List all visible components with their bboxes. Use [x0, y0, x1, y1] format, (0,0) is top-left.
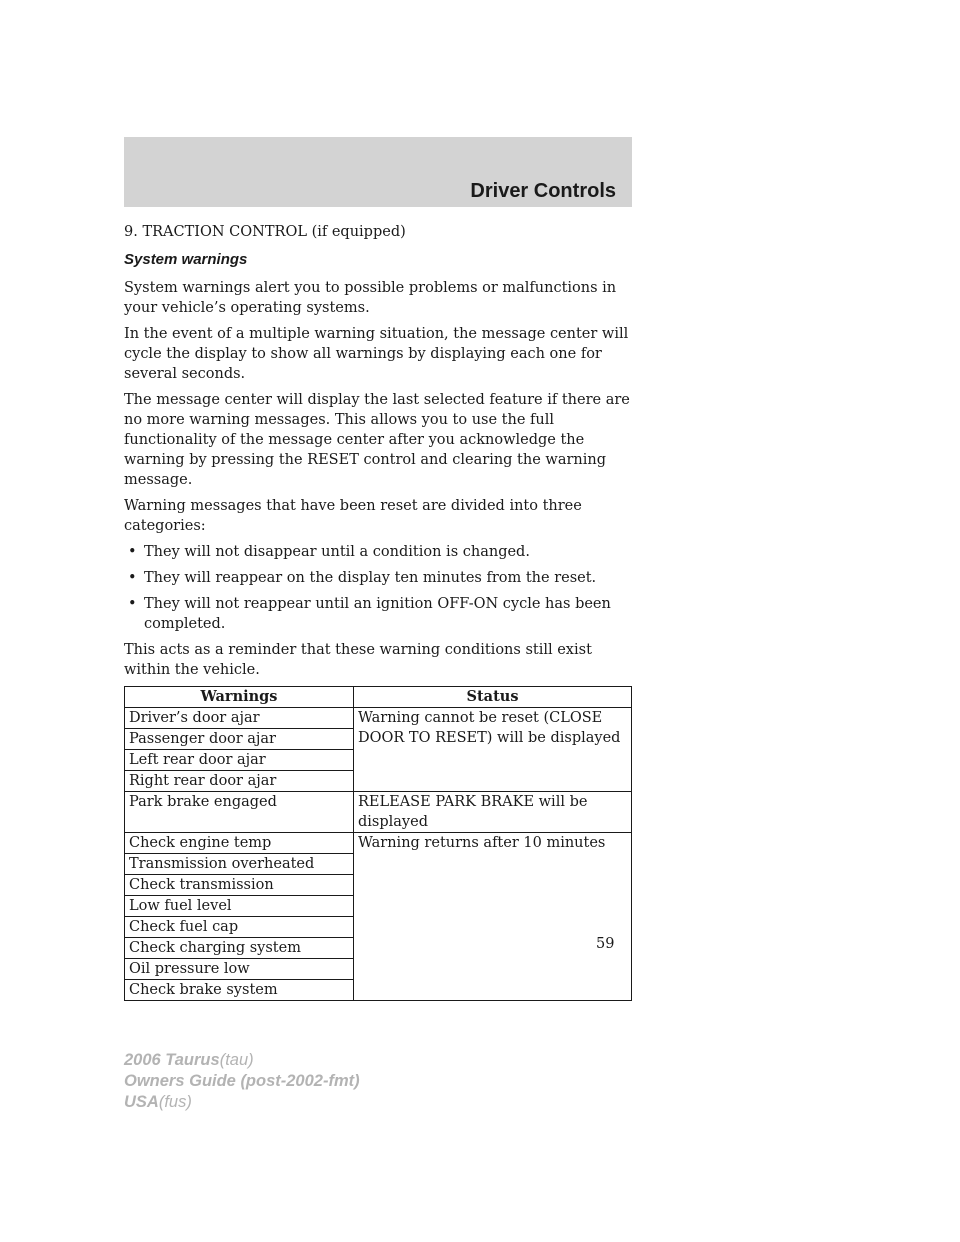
intro-line: 9. TRACTION CONTROL (if equipped): [124, 224, 406, 240]
section-title: Driver Controls: [470, 180, 616, 202]
warning-cell: Right rear door ajar: [125, 771, 354, 792]
warning-cell: Park brake engaged: [125, 792, 354, 833]
page-number: 59: [596, 936, 615, 952]
footer: [124, 1050, 360, 1113]
warning-cell: Check engine temp: [125, 833, 354, 854]
section-heading: System warnings: [124, 251, 248, 268]
closing-paragraph: This acts as a reminder that these warning conditions still exist within the vehicle.: [124, 642, 592, 678]
footer-model-code: (tau): [219, 1051, 254, 1069]
footer-market: USA: [124, 1093, 159, 1111]
table-header-row: [125, 687, 632, 708]
bullet-icon: •: [128, 596, 137, 612]
status-cell: Warning returns after 10 minutes: [354, 833, 632, 1001]
column-header-status: Status: [354, 687, 632, 708]
footer-model: 2006 Taurus: [124, 1051, 220, 1069]
paragraph: Warning messages that have been reset are divided into three categories:: [124, 498, 582, 534]
column-header-warnings: Warnings: [125, 687, 354, 708]
footer-line: [124, 1071, 360, 1092]
warning-cell: Check fuel cap: [125, 917, 354, 938]
page-content: [124, 222, 634, 1001]
table-row: [125, 708, 632, 729]
warning-cell: Driver’s door ajar: [125, 708, 354, 729]
list-item-text: They will not reappear until an ignition OFF-ON cycle has been completed.: [144, 596, 611, 632]
warning-cell: Check brake system: [125, 980, 354, 1001]
list-item-text: They will not disappear until a condition is changed.: [144, 544, 530, 560]
list-item: [124, 568, 634, 588]
bullet-icon: •: [128, 544, 137, 560]
bullet-icon: •: [128, 570, 137, 586]
warning-cell: Left rear door ajar: [125, 750, 354, 771]
warning-cell: Oil pressure low: [125, 959, 354, 980]
list-item: [124, 542, 634, 562]
table-row: [125, 833, 632, 854]
header-bar: [124, 137, 632, 207]
status-cell: Warning cannot be reset (CLOSE DOOR TO RESET) will be displayed: [354, 708, 632, 792]
paragraph: The message center will display the last selected feature if there are no more warning messages. This allows you to use the full functionality of the message center after you acknowledge the warning by pressing the RESET control and clearing the warning message.: [124, 392, 630, 488]
warnings-table: [124, 686, 632, 1001]
warning-cell: Passenger door ajar: [125, 729, 354, 750]
warning-cell: Low fuel level: [125, 896, 354, 917]
table-row: [125, 792, 632, 833]
footer-line: [124, 1050, 360, 1071]
footer-market-code: (fus): [158, 1093, 192, 1111]
status-cell: RELEASE PARK BRAKE will be displayed: [354, 792, 632, 833]
warning-cell: Check transmission: [125, 875, 354, 896]
bullet-list: [124, 542, 634, 634]
footer-line: [124, 1092, 360, 1113]
list-item-text: They will reappear on the display ten minutes from the reset.: [144, 570, 597, 586]
warning-cell: Check charging system: [125, 938, 354, 959]
paragraph: System warnings alert you to possible problems or malfunctions in your vehicle’s operating systems.: [124, 280, 617, 316]
list-item: [124, 594, 634, 634]
warning-cell: Transmission overheated: [125, 854, 354, 875]
paragraph: In the event of a multiple warning situation, the message center will cycle the display to show all warnings by displaying each one for several seconds.: [124, 326, 629, 382]
footer-guide: Owners Guide (post-2002-fmt): [124, 1072, 360, 1090]
